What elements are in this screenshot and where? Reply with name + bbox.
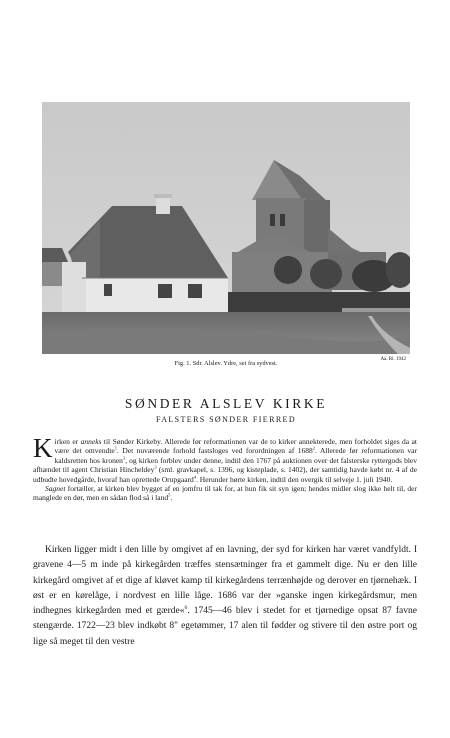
page-title: SØNDER ALSLEV KIRKE: [124, 396, 328, 411]
footnote-ref: 1: [114, 445, 117, 451]
intro-text: . Det nuværende forhold fastsloges ved forordningen af 1688: [117, 446, 313, 456]
photo-caption-row: [42, 357, 410, 371]
footnote-ref: 5: [168, 492, 171, 498]
page-subtitle: FALSTERS SØNDER FIERRED: [155, 415, 297, 424]
intro-text: . Allerede før reformationen var kaldsretten hos kronen: [54, 446, 417, 465]
intro-emphasis: anneks: [80, 437, 102, 446]
intro-text: , og kirken forblev under denne, indtil den 1767 på auktionen over det falsterske ryttergods blev afhændet til agent Christian Hincheldey: [33, 455, 417, 475]
intro-paragraph-2: [33, 484, 417, 503]
photo-caption: Fig. 1. Sdr. Alslev. Ydre, set fra sydvest.: [174, 360, 278, 367]
intro-text: irken er: [54, 437, 81, 446]
church-photo: [42, 102, 410, 354]
intro-text: fortæller, at kirken blev bygget af en jomfru til tak for, at hun fik sit syn igen; hendes midler slog ikke helt til, der manglede en dør, men en sådan fłod så i land: [33, 484, 417, 503]
photo-credit: Aa. Rl. 1942: [380, 357, 406, 362]
intro-text: til Sønder Kirkeby. Allerede før reformationen var de to kirker annekterede, men forholdet siges da at være det omvendte: [54, 437, 417, 456]
intro-text: (sml. gravkapel, s. 1396, og kisteplade, s. 1402), der samtidig havde købt nr. 4 af de udbudte hovedgårde, hvoraf han oprettede Orupgaard: [33, 465, 417, 484]
intro-text: . Herunder hørte kirken, indtil den overgik til selveje 1. juli 1940.: [196, 474, 393, 484]
intro-paragraph-1: [33, 433, 417, 484]
intro-section: [33, 433, 417, 503]
footnote-ref: 6: [184, 605, 188, 612]
body-text: . 1745—46 blev i stedet for et tjørnedige opsat 87 favne stengærde. 1722—23 blev indkøbt 8" egetømmer, 17 alen til fødder og stivere til den østre port og lige så meget til den vestre: [33, 606, 417, 647]
footnote-ref: 3: [122, 455, 126, 461]
body-paragraph: [33, 543, 417, 650]
footnote-ref: 3: [154, 464, 157, 470]
intro-text: .: [170, 493, 173, 503]
intro-emphasis: Sagnet: [45, 484, 66, 494]
drop-cap: K: [33, 433, 53, 463]
body-text: Kirken ligger midt i den lille by omgivet af en lavning, der syd for kirken har været vandfyldt. I gravene 4—5 m inde på kirkegården træffes stensætninger fra et gammelt dige. Nu er den lille kirkegård omgivet af et dige af kløvet kamp til kirkegårdens terrænhøjde og derover en tjørnehæk. I øst er en kørelåge, i nordvest en lille låge. 1686 var der »ganske ingen kirkegårdsmur, men indhegnes kirkegården med et gærde«: [33, 545, 417, 617]
footnote-ref: 4: [193, 474, 197, 480]
footnote-ref: 2: [312, 445, 316, 451]
body-section: [33, 543, 417, 650]
